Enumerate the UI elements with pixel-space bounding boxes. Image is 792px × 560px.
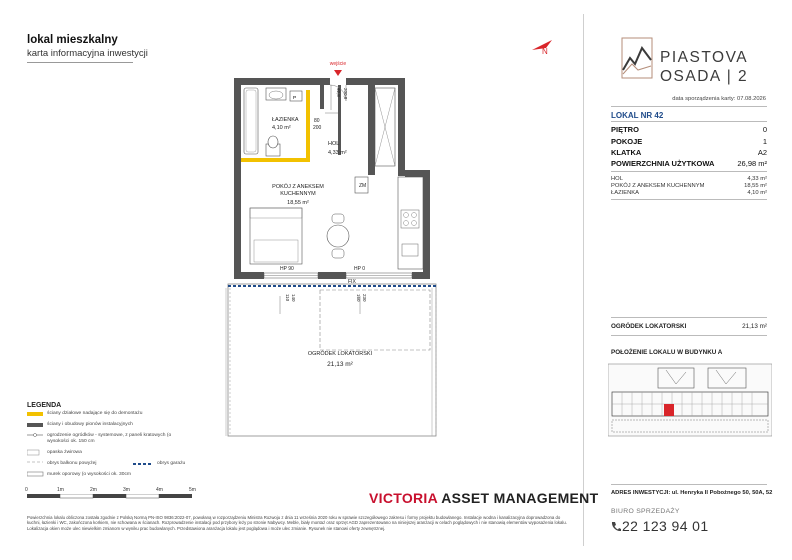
sales-phone[interactable]: 22 123 94 01: [622, 518, 709, 534]
room-row-lazienka: [611, 190, 767, 197]
floor-plan: [220, 58, 450, 438]
room-label: HOL: [611, 176, 623, 182]
logo-mark-icon: [620, 36, 654, 80]
hp0-label: HP 0: [354, 266, 366, 272]
bath-area: 4,10 m²: [272, 125, 291, 131]
sales-office-label: BIURO SPRZEDAŻY: [611, 508, 680, 515]
garage-swatch: [133, 461, 153, 467]
scale-label: 2m: [90, 487, 97, 493]
svg-text:P: P: [293, 96, 297, 101]
removable-wall: [241, 158, 310, 162]
legend-item: ogrodzenie ogródków - systemowe, z paneli kratowych (o wysokości ok. 150 cm: [47, 433, 172, 444]
row-value: A2: [757, 148, 767, 157]
row-label: PIĘTRO: [611, 125, 639, 134]
row-pietro: [611, 125, 767, 134]
room-area: 18,55 m²: [287, 200, 309, 206]
legend-item: murek oporowy (o wysokości ok. 30cm: [47, 472, 131, 477]
fix-label: FIX: [348, 279, 356, 285]
row-value: 1: [762, 137, 767, 146]
logo-line-2: OSADA | 2: [660, 68, 749, 85]
row-value: 0: [762, 125, 767, 134]
room-value: 4,10 m²: [747, 190, 767, 196]
window-2-a: 160: [356, 294, 361, 302]
header-divider: [27, 62, 133, 63]
card-date: data sporządzenia karty: 07.08.2026: [672, 96, 766, 102]
rule: [611, 199, 767, 200]
bath-name: ŁAZIENKA: [272, 117, 299, 123]
rule: [611, 171, 767, 172]
logo-line-1: PIASTOVA: [660, 49, 749, 66]
garden-value: 21,13 m²: [742, 323, 767, 330]
garden-name: OGRÓDEK LOKATORSKI: [307, 351, 373, 357]
panel-divider: [583, 14, 584, 546]
room-name: POKÓJ Z ANEKSEM KUCHENNYM: [272, 184, 324, 197]
window-2-b: 230: [362, 294, 367, 302]
dim-a: 92,8: [336, 88, 341, 97]
scale-label: 5m: [189, 487, 196, 493]
room-value: 18,55 m²: [744, 183, 767, 189]
rule: [611, 121, 767, 122]
row-label: POKOJE: [611, 137, 643, 146]
row-powierzchnia: [611, 159, 767, 168]
window-1-a: 110: [285, 294, 290, 302]
garden-row: [611, 323, 767, 330]
row-pokoje: [611, 137, 767, 146]
rule: [611, 484, 767, 485]
legend-item: obrys garażu: [157, 461, 186, 466]
rule: [611, 106, 767, 107]
highlighted-unit: [664, 404, 674, 416]
door-width: 80: [314, 118, 320, 124]
garden-label: OGRÓDEK LOKATORSKI: [611, 323, 687, 330]
investment-address: ADRES INWESTYCJI: ul. Henryka II Pobożnego 50, 50A, 52: [611, 490, 773, 496]
brand-logo: [369, 490, 598, 506]
zm-label: ZM: [359, 183, 367, 189]
scale-label: 0: [25, 487, 28, 493]
brand-part-2: ASSET MANAGEMENT: [437, 490, 599, 506]
hol-area: 4,33 m²: [328, 150, 347, 156]
entrance-arrow-icon: [334, 70, 342, 76]
brand-part-1: VICTORIA: [369, 490, 438, 506]
scale-label: 1m: [57, 487, 64, 493]
room-row-hol: [611, 176, 767, 183]
legend-swatch-yellow: [27, 412, 43, 416]
rule: [611, 317, 767, 318]
window-1-b: 140: [291, 294, 296, 302]
legend-item: opaska żwirowa: [47, 450, 82, 455]
compass-label: N: [542, 47, 548, 56]
building-location-map: [608, 360, 772, 440]
location-title: POŁOŻENIE LOKALU W BUDYNKU A: [611, 349, 723, 356]
footer-disclaimer: Powierzchnia lokalu obliczona została zgodnie z Polską Normą PN-ISO 9836:2022-07, powołaną w rozporządzeniu Ministra Rozwoju z dnia 11 września 2020 roku w sprawie szczegółowego zakresu i formy projektu budowlanego. Instalacje wodna i kanalizacyjna doprowadzona do kuchni, łazienki i WC, zakończona korkiem, nie schowana w ścianach. Rozprowadzenie instalacji pod przybory leży po stronie Nabywcy. Meble, biały montaż oraz sprzęt AGD zaprezentowano na niniejszej aranżacji w celach poglądowych i nie stanowią elementów wyposażenia lokalu. Lokalizacja okien może ulec niewielkim zmianom w wyniku prac budowlanych. Przedstawiona aranżacja lokalu jest poglądowa i może ulec zmianie. Rysunek nie stanowi oferty zewnętrznej.: [27, 515, 567, 531]
row-value: 26,98 m²: [737, 159, 767, 168]
garden-boundary: [228, 284, 436, 436]
dining-table: [327, 225, 349, 247]
hp90-label: HP 90: [280, 266, 294, 272]
legend-swatch-dark: [27, 423, 43, 427]
removable-wall: [306, 90, 310, 160]
room-label: POKÓJ Z ANEKSEM KUCHENNYM: [611, 183, 705, 189]
rule: [611, 335, 767, 336]
scale-label: 4m: [156, 487, 163, 493]
compass-icon: [530, 36, 558, 56]
phone-icon: [611, 521, 621, 532]
page-subtitle: karta informacyjna inwestycji: [27, 48, 148, 59]
legend-item: ściany działowe nadające się do demontażu: [47, 411, 143, 416]
garden-area: 21,13 m²: [327, 361, 353, 368]
door-height: 200: [313, 125, 322, 131]
scale-bar: [27, 494, 197, 499]
entrance-label: wejście: [329, 61, 347, 67]
row-klatka: [611, 148, 767, 157]
hol-name: HOL: [328, 141, 340, 147]
page-title: lokal mieszkalny: [27, 34, 118, 46]
dim-b: 200,8: [343, 88, 348, 100]
scale-label: 3m: [123, 487, 130, 493]
balcony-outline: [320, 290, 430, 350]
legend-title: LEGENDA: [27, 402, 62, 409]
room-row-pokoj: [611, 183, 767, 190]
room-value: 4,33 m²: [747, 176, 767, 182]
legend-item: ściany i obudowy pionów instalacyjnych: [47, 422, 133, 427]
logo-text: [660, 48, 748, 86]
room-label: ŁAZIENKA: [611, 190, 640, 196]
lokal-number: LOKAL NR 42: [611, 111, 664, 120]
legend-item: obrys balkonu powyżej: [47, 461, 97, 466]
row-label: KLATKA: [611, 148, 642, 157]
row-label: POWIERZCHNIA UŻYTKOWA: [611, 159, 715, 168]
bed: [250, 208, 302, 264]
